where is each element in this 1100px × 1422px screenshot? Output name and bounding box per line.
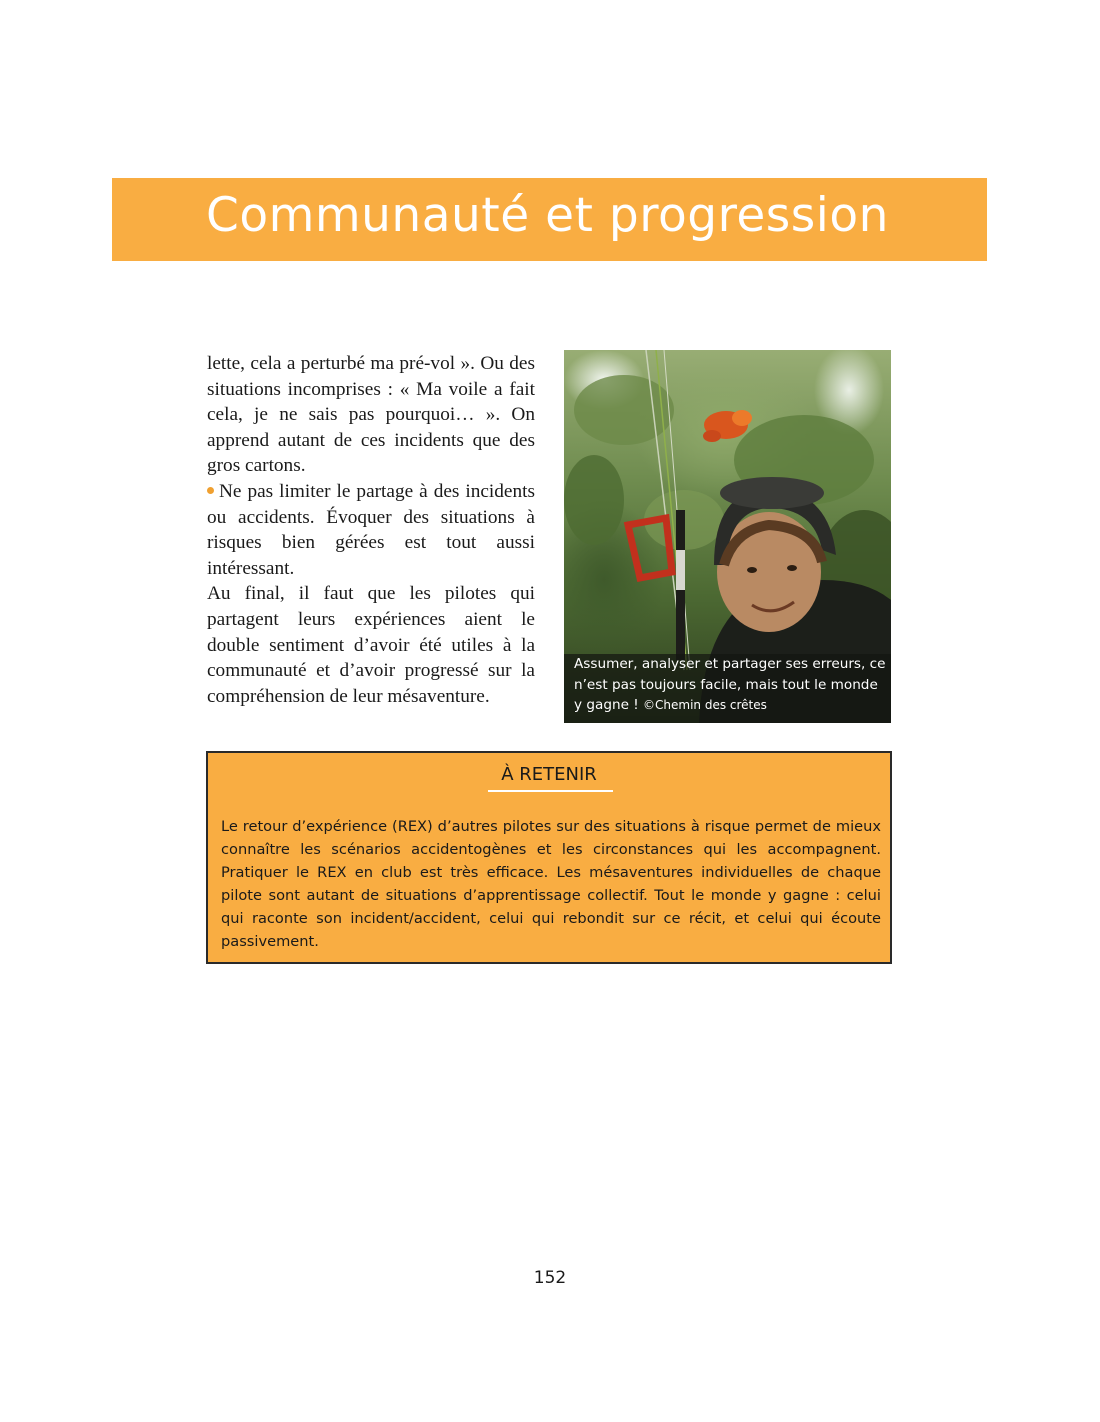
pilot-photo xyxy=(564,350,891,723)
key-takeaway-title: À RETENIR xyxy=(501,764,597,785)
body-bullet-item xyxy=(207,479,535,581)
key-takeaway-text: Le retour d’expérience (REX) d’autres pilotes sur des situations à risque permet de mieux connaître les scénarios accidentogènes et les circonstances qui les accompagnent. Pratiquer le REX en club est très efficace. Les mésaventures individuelles de chaque pilote sont autant de situations d’apprentissage collectif. Tout le monde y gagne : celui qui raconte son incident/accident, celui qui rebondit sur ce récit, et celui qui écoute passivement. xyxy=(221,818,881,950)
body-paragraph-1: lette, cela a perturbé ma pré-vol ». Ou des situations incomprises : « Ma voile a fait cela, je ne sais pas pourquoi… ». On apprend autant de ces incidents que des gros cartons. xyxy=(207,353,535,477)
page-number: 152 xyxy=(533,1268,567,1288)
photo-caption-text: Assumer, analyser et partager ses erreurs, ce n’est pas toujours facile, mais tout le monde y gagne ! xyxy=(574,656,886,713)
body-bullet-text: Ne pas limiter le partage à des incidents ou accidents. Évoquer des situations à risques bien gérées est tout aussi intéressant. xyxy=(207,480,535,579)
page-title: Communauté et progression xyxy=(206,188,889,243)
key-takeaway-box xyxy=(206,751,892,964)
body-paragraph-2: Au final, il faut que les pilotes qui partagent leurs expériences aient le double sentiment d’avoir été utiles à la communauté et d’avoir progressé sur la compréhension de leur mésaventure. xyxy=(207,583,535,707)
body-text-column xyxy=(207,351,535,709)
bullet-dot-icon xyxy=(207,487,214,494)
key-takeaway-underline xyxy=(488,790,613,792)
photo-credit: ©Chemin des crêtes xyxy=(643,698,767,712)
title-banner xyxy=(112,178,987,261)
photo-caption xyxy=(574,654,886,716)
